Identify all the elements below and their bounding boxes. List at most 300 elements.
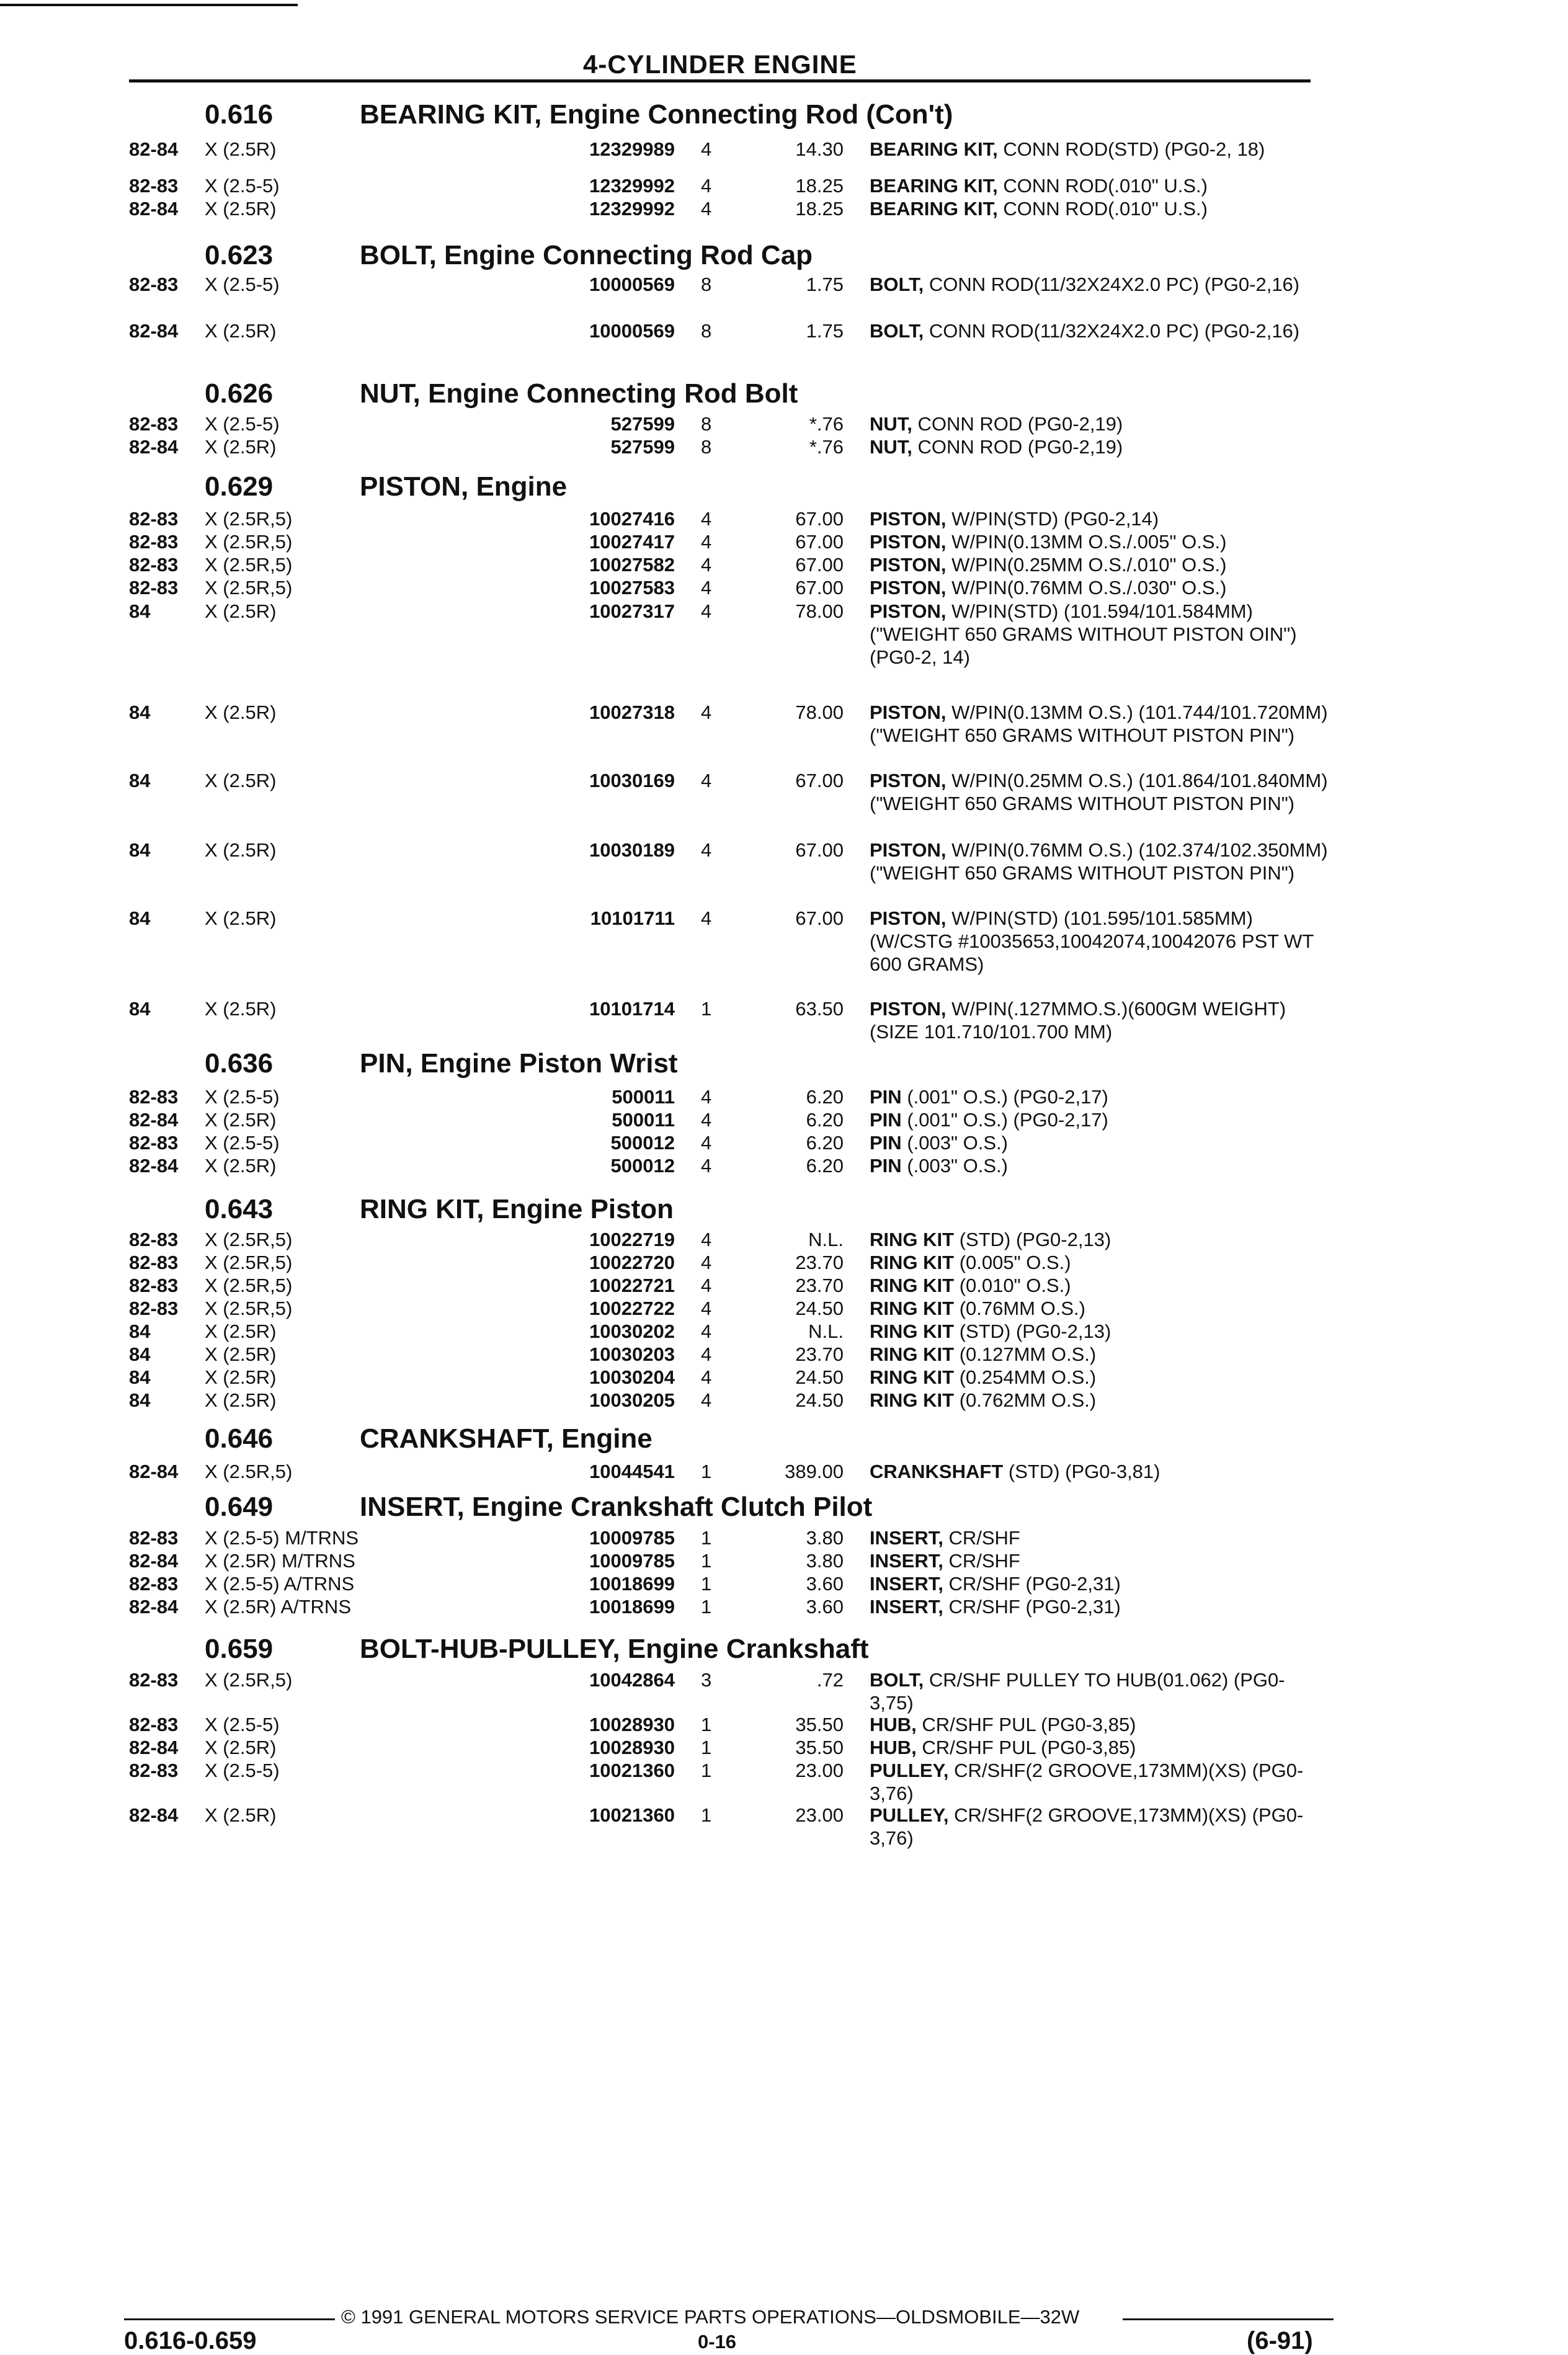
model-year: 82-84: [129, 138, 179, 160]
part-description: [870, 701, 1329, 747]
model-engine: X (2.5-5): [205, 413, 280, 435]
part-description: [870, 1389, 1329, 1412]
section-title: BOLT, Engine Connecting Rod Cap: [360, 240, 813, 270]
part-noun: PISTON,: [870, 907, 947, 929]
part-noun: HUB,: [870, 1714, 917, 1735]
part-noun: BEARING KIT,: [870, 138, 998, 160]
section-code: 0.616: [205, 99, 274, 130]
price: N.L.: [808, 1320, 844, 1342]
model-year: 82-83: [129, 1669, 179, 1691]
quantity: 4: [701, 531, 712, 553]
part-detail: CR/SHF: [948, 1550, 1020, 1572]
quantity: 4: [701, 1343, 712, 1365]
part-number: 12329992: [589, 175, 675, 197]
price: 389.00: [785, 1461, 844, 1482]
section-code: 0.649: [205, 1492, 274, 1522]
part-number: 10030204: [589, 1366, 675, 1388]
model-engine: X (2.5R): [205, 907, 277, 929]
top-left-rule: [0, 4, 298, 6]
model-engine: X (2.5R): [205, 998, 277, 1020]
part-number: 10000569: [589, 320, 675, 342]
section-range: 0.616-0.659: [124, 2327, 257, 2354]
model-year: 82-83: [129, 1252, 179, 1273]
part-detail: (0.254MM O.S.): [959, 1366, 1097, 1388]
part-detail: CONN ROD (PG0-2,19): [917, 436, 1123, 458]
model-engine: X (2.5R,5): [205, 1461, 293, 1482]
part-number: 10030205: [589, 1389, 675, 1411]
part-detail: W/PIN(0.25MM O.S./.010" O.S.): [951, 554, 1227, 576]
model-engine: X (2.5R): [205, 1343, 277, 1365]
model-engine: X (2.5-5): [205, 1760, 280, 1781]
price: 6.20: [806, 1132, 844, 1154]
part-number: 10044541: [589, 1461, 675, 1482]
section-code: 0.623: [205, 240, 274, 270]
part-number: 10009785: [589, 1527, 675, 1549]
price: 18.25: [795, 175, 844, 197]
part-noun: RING KIT: [870, 1229, 955, 1250]
quantity: 4: [701, 1229, 712, 1250]
part-noun: PISTON,: [870, 508, 947, 530]
quantity: 8: [701, 274, 712, 295]
model-year: 82-83: [129, 1132, 179, 1154]
model-engine: X (2.5R): [205, 320, 277, 342]
model-engine: X (2.5R,5): [205, 1669, 293, 1691]
quantity: 4: [701, 1132, 712, 1154]
model-year: 84: [129, 600, 151, 622]
part-noun: INSERT,: [870, 1527, 943, 1549]
price: .72: [816, 1669, 844, 1691]
footer-rule-left: [124, 2318, 335, 2320]
part-detail: (0.762MM O.S.): [959, 1389, 1097, 1411]
part-noun: BOLT,: [870, 274, 924, 295]
model-year: 82-84: [129, 320, 179, 342]
model-year: 82-83: [129, 508, 179, 530]
part-noun: INSERT,: [870, 1596, 943, 1618]
model-year: 84: [129, 770, 151, 791]
section-title: BEARING KIT, Engine Connecting Rod (Con't): [360, 99, 953, 130]
part-noun: BEARING KIT,: [870, 198, 998, 220]
part-noun: RING KIT: [870, 1298, 955, 1319]
price: 24.50: [795, 1366, 844, 1388]
section-header: [0, 1423, 1568, 1458]
quantity: 4: [701, 701, 712, 723]
part-noun: INSERT,: [870, 1573, 943, 1595]
section-header: [0, 378, 1568, 413]
part-noun: PISTON,: [870, 839, 947, 861]
header-rule: [129, 79, 1311, 82]
quantity: 4: [701, 198, 712, 220]
model-year: 82-83: [129, 1086, 179, 1108]
price: 14.30: [795, 138, 844, 160]
part-number: 10022720: [589, 1252, 675, 1273]
part-number: 12329989: [589, 138, 675, 160]
price: 67.00: [795, 770, 844, 791]
part-description: [870, 174, 1329, 197]
price: *.76: [809, 413, 844, 435]
quantity: 4: [701, 1366, 712, 1388]
price: 3.80: [806, 1527, 844, 1549]
part-number: 10022722: [589, 1298, 675, 1319]
model-engine: X (2.5-5): [205, 274, 280, 295]
part-description: [870, 1343, 1329, 1366]
quantity: 4: [701, 839, 712, 861]
quantity: 1: [701, 1714, 712, 1735]
part-number: 10022719: [589, 1229, 675, 1250]
part-noun: PISTON,: [870, 554, 947, 576]
part-noun: PULLEY,: [870, 1804, 949, 1826]
part-detail: (0.127MM O.S.): [959, 1343, 1097, 1365]
model-year: 82-84: [129, 1550, 179, 1572]
section-header: [0, 1634, 1568, 1668]
part-detail: W/PIN(0.13MM O.S./.005" O.S.): [951, 531, 1227, 553]
section-code: 0.646: [205, 1423, 274, 1454]
model-year: 84: [129, 1343, 151, 1365]
model-year: 82-84: [129, 1804, 179, 1826]
quantity: 4: [701, 554, 712, 576]
part-description: [870, 907, 1329, 976]
model-year: 82-83: [129, 413, 179, 435]
model-year: 84: [129, 1320, 151, 1342]
part-detail: (.003" O.S.): [907, 1132, 1008, 1154]
model-year: 84: [129, 701, 151, 723]
part-detail: (0.010" O.S.): [959, 1275, 1071, 1296]
model-year: 82-84: [129, 1109, 179, 1131]
part-detail: CONN ROD(.010" U.S.): [1003, 175, 1208, 197]
model-year: 84: [129, 1366, 151, 1388]
part-noun: HUB,: [870, 1737, 917, 1758]
section-code: 0.626: [205, 378, 274, 409]
part-detail: W/PIN(0.25MM O.S.) (101.864/101.840MM)("WEIGHT 650 GRAMS WITHOUT PISTON PIN"): [870, 770, 1328, 814]
part-number: 10042864: [589, 1669, 675, 1691]
part-number: 10027416: [589, 508, 675, 530]
model-engine: X (2.5R): [205, 1389, 277, 1411]
quantity: 4: [701, 600, 712, 622]
part-number: 527599: [610, 413, 675, 435]
price: 63.50: [795, 998, 844, 1020]
section-title: NUT, Engine Connecting Rod Bolt: [360, 378, 798, 409]
part-noun: RING KIT: [870, 1366, 955, 1388]
price: 35.50: [795, 1714, 844, 1735]
model-year: 82-83: [129, 531, 179, 553]
section-code: 0.636: [205, 1048, 274, 1079]
model-year: 82-84: [129, 198, 179, 220]
model-engine: X (2.5R,5): [205, 577, 293, 599]
quantity: 4: [701, 1320, 712, 1342]
price: 67.00: [795, 508, 844, 530]
part-noun: PISTON,: [870, 998, 947, 1020]
part-number: 10028930: [589, 1737, 675, 1758]
model-year: 82-84: [129, 1461, 179, 1482]
price: 67.00: [795, 577, 844, 599]
quantity: 1: [701, 1596, 712, 1618]
price: 23.00: [795, 1804, 844, 1826]
part-noun: CRANKSHAFT: [870, 1461, 1004, 1482]
model-year: 82-83: [129, 1229, 179, 1250]
model-engine: X (2.5R,5): [205, 1229, 293, 1250]
model-engine: X (2.5R): [205, 1320, 277, 1342]
quantity: 4: [701, 1252, 712, 1273]
quantity: 8: [701, 413, 712, 435]
price: 67.00: [795, 839, 844, 861]
part-number: 500011: [612, 1086, 675, 1108]
price: 3.60: [806, 1573, 844, 1595]
part-detail: W/PIN(STD) (PG0-2,14): [951, 508, 1159, 530]
quantity: 8: [701, 320, 712, 342]
part-number: 500011: [612, 1109, 675, 1131]
price: 67.00: [795, 531, 844, 553]
part-detail: W/PIN(0.76MM O.S./.030" O.S.): [951, 577, 1227, 599]
part-detail: CR/SHF: [948, 1527, 1020, 1549]
quantity: 1: [701, 1550, 712, 1572]
part-noun: PULLEY,: [870, 1760, 949, 1781]
part-noun: NUT,: [870, 436, 912, 458]
part-description: [870, 1460, 1329, 1483]
price: 18.25: [795, 198, 844, 220]
part-description: [870, 1736, 1329, 1759]
part-description: [870, 1085, 1329, 1108]
section-header: [0, 240, 1568, 275]
part-noun: PISTON,: [870, 600, 947, 622]
part-detail: W/PIN(STD) (101.594/101.584MM)("WEIGHT 650 GRAMS WITHOUT PISTON OIN") (PG0-2, 14): [870, 600, 1297, 668]
quantity: 1: [701, 1527, 712, 1549]
part-detail: W/PIN(0.13MM O.S.) (101.744/101.720MM)("WEIGHT 650 GRAMS WITHOUT PISTON PIN"): [870, 701, 1328, 746]
price: 1.75: [806, 320, 844, 342]
part-detail: (.001" O.S.) (PG0-2,17): [907, 1109, 1108, 1131]
model-engine: X (2.5R): [205, 839, 277, 861]
part-detail: CONN ROD(11/32X24X2.0 PC) (PG0-2,16): [929, 274, 1300, 295]
model-engine: X (2.5-5): [205, 1714, 280, 1735]
price: 67.00: [795, 907, 844, 929]
part-description: [870, 319, 1329, 342]
copyright-text: © 1991 GENERAL MOTORS SERVICE PARTS OPERATIONS—OLDSMOBILE—32W: [341, 2306, 1080, 2328]
price: 78.00: [795, 600, 844, 622]
price: 67.00: [795, 554, 844, 576]
part-detail: (STD) (PG0-2,13): [959, 1320, 1111, 1342]
quantity: 4: [701, 508, 712, 530]
price: 23.70: [795, 1275, 844, 1296]
part-description: [870, 1572, 1329, 1595]
part-number: 10018699: [589, 1573, 675, 1595]
part-description: [870, 435, 1329, 458]
part-description: [870, 997, 1329, 1043]
part-number: 500012: [610, 1132, 675, 1154]
model-engine: X (2.5R) M/TRNS: [205, 1550, 355, 1572]
part-detail: CR/SHF(2 GROOVE,173MM)(XS) (PG0-3,76): [870, 1760, 1304, 1804]
model-engine: X (2.5R,5): [205, 554, 293, 576]
model-year: 82-83: [129, 554, 179, 576]
section-code: 0.659: [205, 1634, 274, 1664]
section-header: [0, 1048, 1568, 1083]
quantity: 4: [701, 1109, 712, 1131]
quantity: 1: [701, 1804, 712, 1826]
part-detail: CONN ROD(11/32X24X2.0 PC) (PG0-2,16): [929, 320, 1300, 342]
part-description: [870, 1251, 1329, 1274]
part-description: [870, 769, 1329, 815]
part-number: 10018699: [589, 1596, 675, 1618]
part-noun: RING KIT: [870, 1252, 955, 1273]
model-year: 82-84: [129, 436, 179, 458]
part-description: [870, 138, 1329, 161]
part-description: [870, 1108, 1329, 1131]
model-year: 82-83: [129, 1527, 179, 1549]
section-code: 0.629: [205, 471, 274, 502]
quantity: 4: [701, 1298, 712, 1319]
part-number: 10021360: [589, 1760, 675, 1781]
part-noun: NUT,: [870, 413, 912, 435]
part-description: [870, 839, 1329, 884]
model-year: 82-84: [129, 1596, 179, 1618]
price: 6.20: [806, 1109, 844, 1131]
model-engine: X (2.5R,5): [205, 531, 293, 553]
part-number: 10030169: [589, 770, 675, 791]
part-number: 500012: [610, 1155, 675, 1177]
part-description: [870, 1366, 1329, 1389]
part-noun: RING KIT: [870, 1275, 955, 1296]
part-noun: RING KIT: [870, 1389, 955, 1411]
price: N.L.: [808, 1229, 844, 1250]
quantity: 4: [701, 907, 712, 929]
part-description: [870, 1804, 1329, 1850]
part-detail: (.003" O.S.): [907, 1155, 1008, 1177]
price: 6.20: [806, 1086, 844, 1108]
part-number: 10101714: [589, 998, 675, 1020]
part-description: [870, 576, 1329, 599]
part-number: 10030202: [589, 1320, 675, 1342]
model-engine: X (2.5-5): [205, 175, 280, 197]
model-year: 84: [129, 839, 151, 861]
section-title: INSERT, Engine Crankshaft Clutch Pilot: [360, 1492, 873, 1522]
part-description: [870, 1320, 1329, 1343]
part-number: 10021360: [589, 1804, 675, 1826]
part-number: 10027318: [589, 701, 675, 723]
model-engine: X (2.5R): [205, 198, 277, 220]
model-engine: X (2.5R,5): [205, 1275, 293, 1296]
model-engine: X (2.5R,5): [205, 1252, 293, 1273]
section-title: CRANKSHAFT, Engine: [360, 1423, 653, 1454]
model-engine: X (2.5R): [205, 701, 277, 723]
price: *.76: [809, 436, 844, 458]
part-detail: (.001" O.S.) (PG0-2,17): [907, 1086, 1108, 1108]
part-description: [870, 1154, 1329, 1177]
model-engine: X (2.5R): [205, 600, 277, 622]
part-detail: (STD) (PG0-3,81): [1008, 1461, 1160, 1482]
model-engine: X (2.5R): [205, 1109, 277, 1131]
part-description: [870, 600, 1329, 669]
price: 23.00: [795, 1760, 844, 1781]
part-description: [870, 197, 1329, 220]
quantity: 4: [701, 1155, 712, 1177]
part-detail: CR/SHF PUL (PG0-3,85): [922, 1737, 1136, 1758]
part-description: [870, 1228, 1329, 1251]
footer-rule-right: [1123, 2318, 1334, 2320]
part-noun: BOLT,: [870, 1669, 924, 1691]
model-year: 82-83: [129, 1275, 179, 1296]
part-detail: W/PIN(0.76MM O.S.) (102.374/102.350MM)("WEIGHT 650 GRAMS WITHOUT PISTON PIN"): [870, 839, 1328, 884]
part-noun: RING KIT: [870, 1320, 955, 1342]
part-noun: PIN: [870, 1155, 902, 1177]
model-engine: X (2.5R,5): [205, 1298, 293, 1319]
part-detail: (STD) (PG0-2,13): [959, 1229, 1111, 1250]
model-engine: X (2.5R): [205, 1366, 277, 1388]
part-detail: CR/SHF(2 GROOVE,173MM)(XS) (PG0-3,76): [870, 1804, 1304, 1849]
model-year: 82-83: [129, 1760, 179, 1781]
part-noun: PISTON,: [870, 531, 947, 553]
model-engine: X (2.5R): [205, 1737, 277, 1758]
section-header: [0, 1194, 1568, 1229]
quantity: 4: [701, 1275, 712, 1296]
model-year: 82-84: [129, 1737, 179, 1758]
section-title: PISTON, Engine: [360, 471, 568, 502]
model-engine: X (2.5R): [205, 138, 277, 160]
section-header: [0, 1492, 1568, 1526]
part-description: [870, 1713, 1329, 1736]
model-engine: X (2.5R): [205, 436, 277, 458]
model-year: 82-84: [129, 1155, 179, 1177]
page-title: 4-CYLINDER ENGINE: [583, 50, 857, 79]
model-year: 82-83: [129, 1298, 179, 1319]
section-title: RING KIT, Engine Piston: [360, 1194, 674, 1224]
page-number: 0-16: [698, 2331, 737, 2353]
model-engine: X (2.5R) A/TRNS: [205, 1596, 351, 1618]
part-number: 10027583: [589, 577, 675, 599]
part-description: [870, 273, 1329, 296]
part-description: [870, 1759, 1329, 1805]
price: 78.00: [795, 701, 844, 723]
part-noun: RING KIT: [870, 1343, 955, 1365]
section-code: 0.643: [205, 1194, 274, 1224]
part-description: [870, 1274, 1329, 1297]
part-noun: PIN: [870, 1132, 902, 1154]
part-description: [870, 1595, 1329, 1618]
part-number: 10027582: [589, 554, 675, 576]
part-number: 10027317: [589, 600, 675, 622]
part-description: [870, 553, 1329, 576]
quantity: 1: [701, 1461, 712, 1482]
quantity: 4: [701, 1086, 712, 1108]
part-description: [870, 1549, 1329, 1572]
model-year: 84: [129, 998, 151, 1020]
part-number: 10030189: [589, 839, 675, 861]
part-description: [870, 1526, 1329, 1549]
section-title: PIN, Engine Piston Wrist: [360, 1048, 678, 1079]
part-number: 10022721: [589, 1275, 675, 1296]
part-number: 10000569: [589, 274, 675, 295]
model-engine: X (2.5R): [205, 1155, 277, 1177]
price: 1.75: [806, 274, 844, 295]
section-title: BOLT-HUB-PULLEY, Engine Crankshaft: [360, 1634, 869, 1664]
model-year: 82-83: [129, 1714, 179, 1735]
part-number: 10027417: [589, 531, 675, 553]
price: 3.60: [806, 1596, 844, 1618]
model-year: 84: [129, 907, 151, 929]
part-noun: INSERT,: [870, 1550, 943, 1572]
model-engine: X (2.5-5) M/TRNS: [205, 1527, 359, 1549]
quantity: 4: [701, 577, 712, 599]
quantity: 4: [701, 1389, 712, 1411]
part-noun: PIN: [870, 1086, 902, 1108]
model-engine: X (2.5R): [205, 770, 277, 791]
price: 3.80: [806, 1550, 844, 1572]
quantity: 1: [701, 998, 712, 1020]
model-year: 82-83: [129, 1573, 179, 1595]
part-detail: CONN ROD(STD) (PG0-2, 18): [1003, 138, 1265, 160]
part-detail: W/PIN(.127MMO.S.)(600GM WEIGHT)(SIZE 101.710/101.700 MM): [870, 998, 1286, 1043]
part-detail: CONN ROD(.010" U.S.): [1003, 198, 1208, 220]
price: 6.20: [806, 1155, 844, 1177]
quantity: 1: [701, 1573, 712, 1595]
model-year: 82-83: [129, 175, 179, 197]
quantity: 4: [701, 138, 712, 160]
